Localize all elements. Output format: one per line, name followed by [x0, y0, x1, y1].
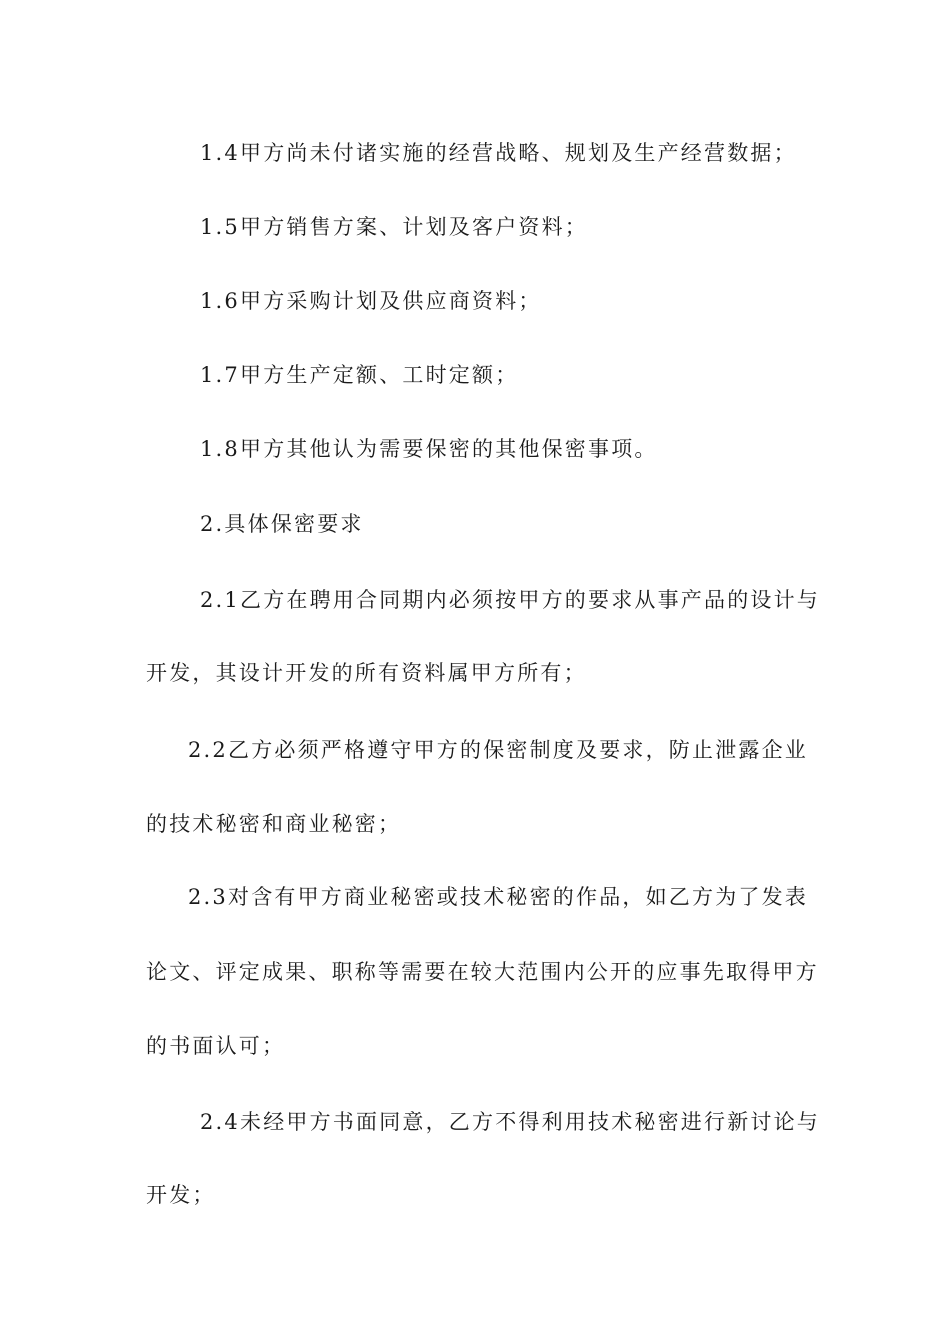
clause-2-2-line-2: 的技术秘密和商业秘密；	[146, 812, 402, 836]
clause-1-6: 1.6甲方采购计划及供应商资料；	[200, 289, 542, 313]
clause-2-3-line-1: 2.3对含有甲方商业秘密或技术秘密的作品，如乙方为了发表	[188, 885, 808, 909]
clause-2-4-line-2: 开发；	[146, 1183, 216, 1207]
clause-1-7: 1.7甲方生产定额、工时定额；	[200, 363, 519, 387]
section-2-heading: 2.具体保密要求	[200, 512, 364, 536]
clause-2-3-line-3: 的书面认可；	[146, 1034, 286, 1058]
clause-1-4: 1.4甲方尚未付诸实施的经营战略、规划及生产经营数据；	[200, 141, 797, 165]
clause-2-1-line-1: 2.1乙方在聘用合同期内必须按甲方的要求从事产品的设计与	[200, 588, 820, 612]
clause-2-1-line-2: 开发，其设计开发的所有资料属甲方所有；	[146, 661, 587, 685]
clause-2-2-line-1: 2.2乙方必须严格遵守甲方的保密制度及要求，防止泄露企业	[188, 738, 808, 762]
clause-1-5: 1.5甲方销售方案、计划及客户资料；	[200, 215, 588, 239]
clause-2-4-line-1: 2.4未经甲方书面同意，乙方不得利用技术秘密进行新讨论与	[200, 1110, 820, 1134]
clause-1-8: 1.8甲方其他认为需要保密的其他保密事项。	[200, 437, 658, 461]
clause-2-3-line-2: 论文、评定成果、职称等需要在较大范围内公开的应事先取得甲方	[146, 960, 819, 984]
